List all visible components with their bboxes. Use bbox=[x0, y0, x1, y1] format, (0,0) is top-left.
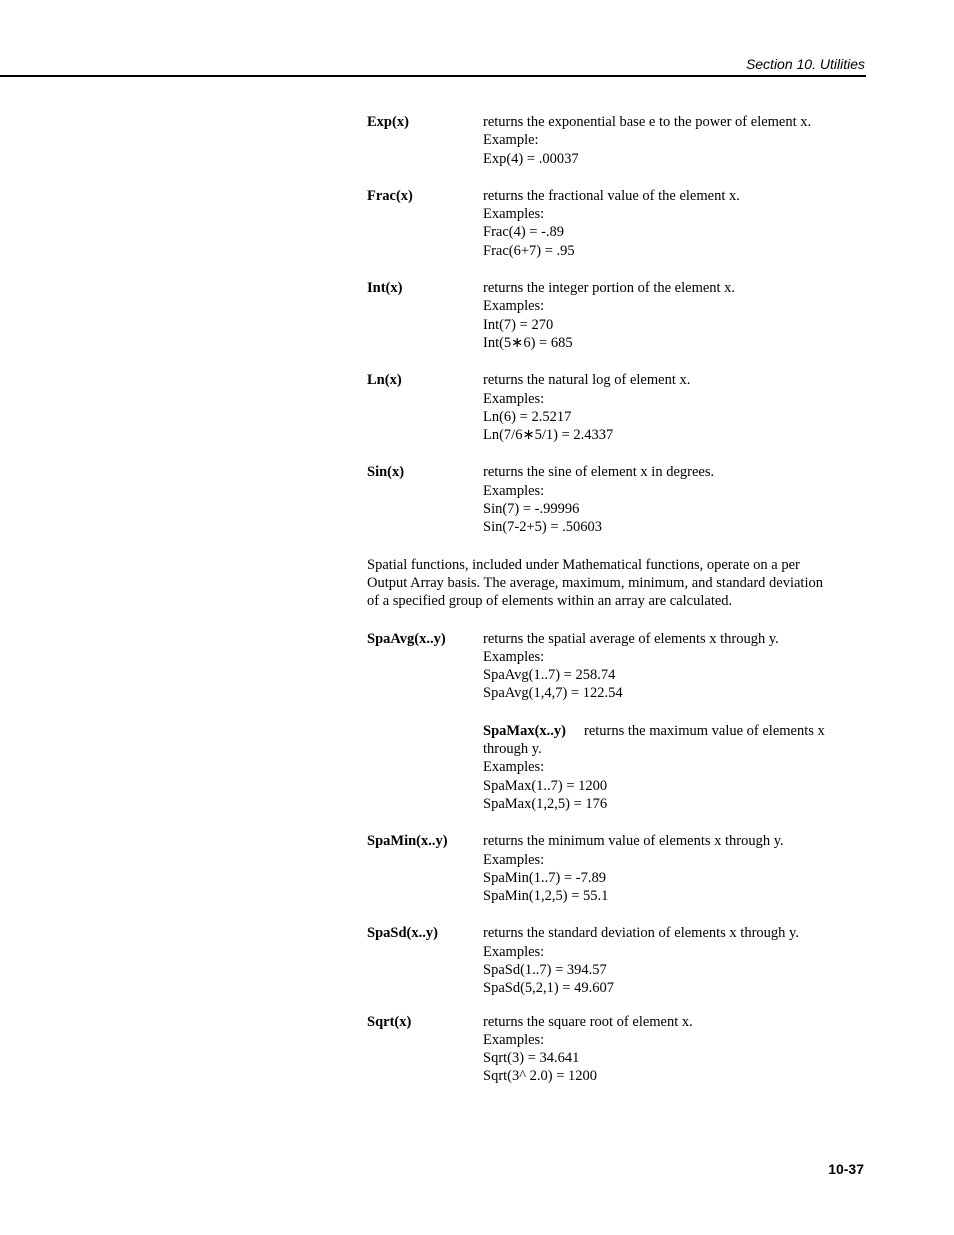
entry-line: Examples: bbox=[483, 759, 545, 776]
function-reference bbox=[367, 113, 867, 1086]
entry-term: Frac(x) bbox=[367, 187, 413, 204]
entry-line: SpaMin(1,2,5) = 55.1 bbox=[483, 888, 609, 905]
entry-description bbox=[483, 279, 867, 352]
entry-description bbox=[483, 187, 867, 260]
entry-spamin bbox=[367, 832, 867, 905]
entry-description bbox=[483, 113, 867, 168]
entry-line: SpaMin(1..7) = -7.89 bbox=[483, 869, 606, 886]
entry-sin bbox=[367, 463, 867, 536]
entry-line: Examples: bbox=[483, 390, 545, 407]
entry-line: Examples: bbox=[483, 482, 545, 499]
entry-line: SpaSd(1..7) = 394.57 bbox=[483, 961, 607, 978]
entry-term: SpaMax(x..y) bbox=[483, 722, 566, 739]
entry-description bbox=[483, 832, 867, 905]
paragraph-line: Spatial functions, included under Mathematical functions, operate on a per bbox=[367, 556, 800, 573]
entry-line: through y. bbox=[483, 741, 542, 758]
entry-term: Ln(x) bbox=[367, 372, 402, 389]
entry-line: SpaMax(1,2,5) = 176 bbox=[483, 795, 608, 812]
entry-spaavg bbox=[367, 630, 867, 703]
entry-line: returns the minimum value of elements x through y. bbox=[483, 833, 784, 850]
entry-line: returns the fractional value of the element x. bbox=[483, 187, 740, 204]
entry-line: returns the integer portion of the element x. bbox=[483, 280, 736, 297]
entry-term: SpaAvg(x..y) bbox=[367, 630, 446, 647]
entry-line: Examples: bbox=[483, 298, 545, 315]
entry-line: returns the exponential base e to the power of element x. bbox=[483, 114, 812, 130]
entry-term: Sin(x) bbox=[367, 464, 405, 481]
spatial-functions-paragraph bbox=[367, 556, 867, 611]
entry-line: Int(7) = 270 bbox=[483, 316, 554, 333]
header-rule bbox=[0, 75, 866, 77]
entry-ln bbox=[367, 371, 867, 444]
entry-line: Int(5∗6) = 685 bbox=[483, 334, 573, 351]
entry-line: Example: bbox=[483, 132, 539, 149]
entry-description bbox=[483, 924, 867, 997]
entry-line: Examples: bbox=[483, 648, 545, 665]
entry-line: Frac(4) = -.89 bbox=[483, 224, 565, 241]
entry-line: SpaAvg(1,4,7) = 122.54 bbox=[483, 685, 623, 702]
entry-line: Ln(6) = 2.5217 bbox=[483, 408, 572, 425]
entry-line: returns the standard deviation of elements x through y. bbox=[483, 925, 799, 942]
entry-line: returns the maximum value of elements x bbox=[583, 722, 825, 739]
entry-line: Sqrt(3^ 2.0) = 1200 bbox=[483, 1068, 598, 1085]
entry-term: Sqrt(x) bbox=[367, 1013, 412, 1030]
entry-line: Examples: bbox=[483, 943, 545, 960]
entry-frac bbox=[367, 187, 867, 260]
page-number: 10-37 bbox=[828, 1161, 864, 1177]
entry-exp bbox=[367, 113, 867, 168]
entry-line: returns the spatial average of elements x through y. bbox=[483, 630, 779, 647]
entry-term: SpaSd(x..y) bbox=[367, 925, 438, 942]
entry-spamax bbox=[483, 722, 867, 813]
entry-description bbox=[483, 463, 867, 536]
section-header: Section 10. Utilities bbox=[745, 56, 865, 72]
entry-line: SpaSd(5,2,1) = 49.607 bbox=[483, 980, 615, 997]
entry-description bbox=[483, 630, 867, 703]
entry-line: Exp(4) = .00037 bbox=[483, 150, 579, 167]
entry-term: Int(x) bbox=[367, 280, 403, 297]
entry-line: Sin(7-2+5) = .50603 bbox=[483, 519, 603, 536]
entry-line: Examples: bbox=[483, 206, 545, 223]
entry-spasd bbox=[367, 924, 867, 997]
entry-line: Examples: bbox=[483, 1031, 545, 1048]
entry-line: returns the square root of element x. bbox=[483, 1013, 693, 1030]
entry-line: returns the natural log of element x. bbox=[483, 372, 691, 389]
entry-term: Exp(x) bbox=[367, 114, 409, 130]
entry-line: SpaAvg(1..7) = 258.74 bbox=[483, 667, 616, 684]
entry-line: Ln(7/6∗5/1) = 2.4337 bbox=[483, 427, 614, 444]
entry-description bbox=[483, 1013, 867, 1086]
entry-description bbox=[483, 371, 867, 444]
entry-line: Examples: bbox=[483, 851, 545, 868]
entry-line: SpaMax(1..7) = 1200 bbox=[483, 777, 608, 794]
paragraph-line: of a specified group of elements within an array are calculated. bbox=[367, 593, 733, 610]
paragraph-line: Output Array basis. The average, maximum, minimum, and standard deviation bbox=[367, 574, 823, 591]
entry-line: Frac(6+7) = .95 bbox=[483, 242, 575, 259]
entry-line: Sqrt(3) = 34.641 bbox=[483, 1050, 580, 1067]
entry-line: Sin(7) = -.99996 bbox=[483, 501, 580, 518]
entry-sqrt bbox=[367, 1013, 867, 1086]
entry-term: SpaMin(x..y) bbox=[367, 833, 448, 850]
entry-first-line bbox=[483, 722, 867, 740]
entry-line: returns the sine of element x in degrees. bbox=[483, 464, 715, 481]
entry-int bbox=[367, 279, 867, 352]
